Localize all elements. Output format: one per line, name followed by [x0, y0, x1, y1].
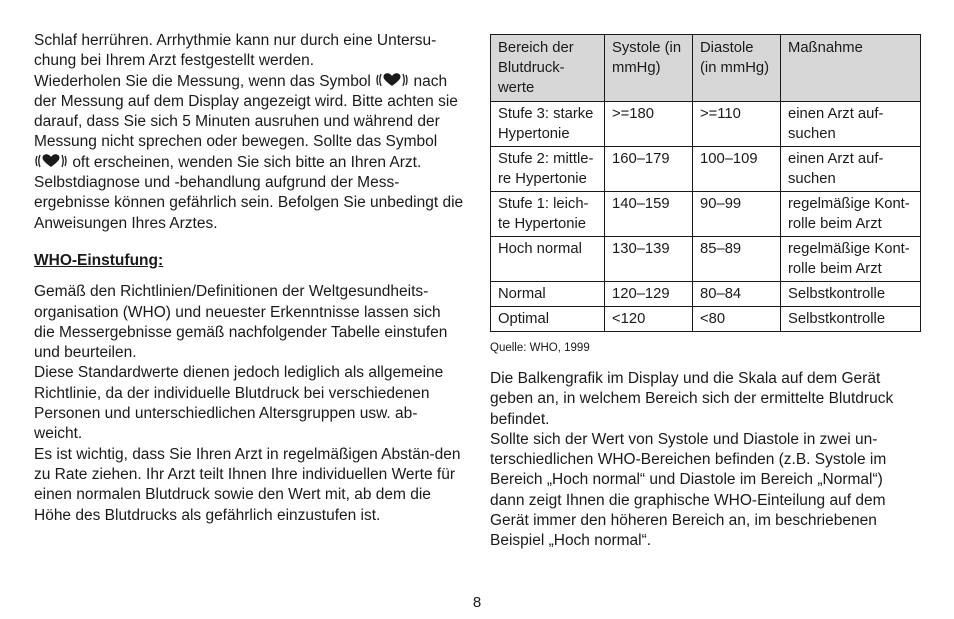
page-number: 8	[472, 594, 482, 611]
who-heading: WHO-Einstufung:	[34, 251, 164, 269]
cell-systole: 140–159	[605, 192, 693, 237]
cell-systole: 160–179	[605, 147, 693, 192]
header-diastole: Diastole (in mmHg)	[693, 35, 781, 102]
cell-action: Selbstkontrolle	[781, 282, 921, 307]
text-repeat-c: oft erscheinen, wenden Sie sich bitte an Ihren Arzt. Selbstdiagnose und -behandlung aufgrund der Mess-ergebnisse können gefährlich sein. Befolgen Sie unbedingt die Anweisungen Ihres Arztes.	[34, 153, 464, 232]
cell-systole: >=180	[605, 102, 693, 147]
paragraph-bar-graph: Die Balkengrafik im Display und die Skala auf dem Gerät geben an, in welchem Bereich sich der ermittelte Blutdruck befindet.	[490, 370, 894, 428]
header-range: Bereich der Blutdruck-werte	[491, 35, 605, 102]
cell-action: regelmäßige Kont-rolle beim Arzt	[781, 237, 921, 282]
arrhythmia-heart-icon	[34, 153, 68, 169]
text-repeat-b: nach der Messung auf dem Display angezeigt wird. Bitte achten sie darauf, dass Sie sich 5 Minuten ausruhen und während der Messung nicht sprechen oder bewegen. Sollte das Symbol	[34, 72, 458, 151]
right-column	[490, 34, 921, 552]
cell-diastole: 100–109	[693, 147, 781, 192]
cell-action: einen Arzt auf-suchen	[781, 147, 921, 192]
header-systole: Systole (in mmHg)	[605, 35, 693, 102]
cell-action: einen Arzt auf-suchen	[781, 102, 921, 147]
cell-diastole: 90–99	[693, 192, 781, 237]
paragraph-arrhythmia-intro: Schlaf herrühren. Arrhythmie kann nur durch eine Untersu-chung bei Ihrem Arzt festgestellt werden.	[34, 32, 437, 70]
paragraph-repeat-measurement	[34, 72, 464, 234]
text-repeat-a: Wiederholen Sie die Messung, wenn das Symbol	[34, 72, 371, 90]
paragraph-who-guidelines: Gemäß den Richtlinien/Definitionen der Weltgesundheits-organisation (WHO) und neuester Erkenntnisse lassen sich die Messergebnisse gemäß nachfolgender Tabelle einstufen und beurteilen.	[34, 283, 448, 362]
cell-range: Stufe 1: leich-te Hypertonie	[491, 192, 605, 237]
arrhythmia-heart-icon	[375, 72, 409, 88]
who-classification-table	[490, 34, 921, 332]
cell-range: Hoch normal	[491, 237, 605, 282]
cell-range: Normal	[491, 282, 605, 307]
table-row	[491, 282, 921, 307]
right-text	[490, 369, 921, 552]
table-source: Quelle: WHO, 1999	[490, 342, 590, 354]
table-row	[491, 102, 921, 147]
table-row	[491, 237, 921, 282]
cell-range: Stufe 2: mittle-re Hypertonie	[491, 147, 605, 192]
left-column	[34, 31, 464, 526]
cell-range: Stufe 3: starke Hypertonie	[491, 102, 605, 147]
paragraph-standard-values: Diese Standardwerte dienen jedoch lediglich als allgemeine Richtlinie, da der individuelle Blutdruck bei verschiedenen Personen und unterschiedlichen Altersgruppen usw. ab-weicht.	[34, 364, 444, 443]
table-row	[491, 147, 921, 192]
table-row	[491, 307, 921, 332]
cell-range: Optimal	[491, 307, 605, 332]
paragraph-consult-doctor: Es ist wichtig, dass Sie Ihren Arzt in regelmäßigen Abstän-den zu Rate ziehen. Ihr Arzt teilt Ihnen Ihre individuellen Werte für einen normalen Blutdruck sowie den Wert mit, ab dem die Höhe des Blutdrucks als gefährlich einzustufen ist.	[34, 445, 461, 524]
cell-systole: 130–139	[605, 237, 693, 282]
cell-diastole: <80	[693, 307, 781, 332]
cell-diastole: >=110	[693, 102, 781, 147]
paragraph-different-ranges: Sollte sich der Wert von Systole und Diastole in zwei un-terschiedlichen WHO-Bereichen befinden (z.B. Systole im Bereich „Hoch normal“ und Diastole im Bereich „Normal“) dann zeigt Ihnen die graphische WHO-Einteilung auf dem Gerät immer den höheren Bereich an, im beschriebenen Beispiel „Hoch normal“.	[490, 430, 887, 550]
cell-diastole: 85–89	[693, 237, 781, 282]
table-row	[491, 192, 921, 237]
cell-action: regelmäßige Kont-rolle beim Arzt	[781, 192, 921, 237]
table-header-row	[491, 35, 921, 102]
cell-action: Selbstkontrolle	[781, 307, 921, 332]
cell-diastole: 80–84	[693, 282, 781, 307]
cell-systole: 120–129	[605, 282, 693, 307]
cell-systole: <120	[605, 307, 693, 332]
header-action: Maßnahme	[781, 35, 921, 102]
